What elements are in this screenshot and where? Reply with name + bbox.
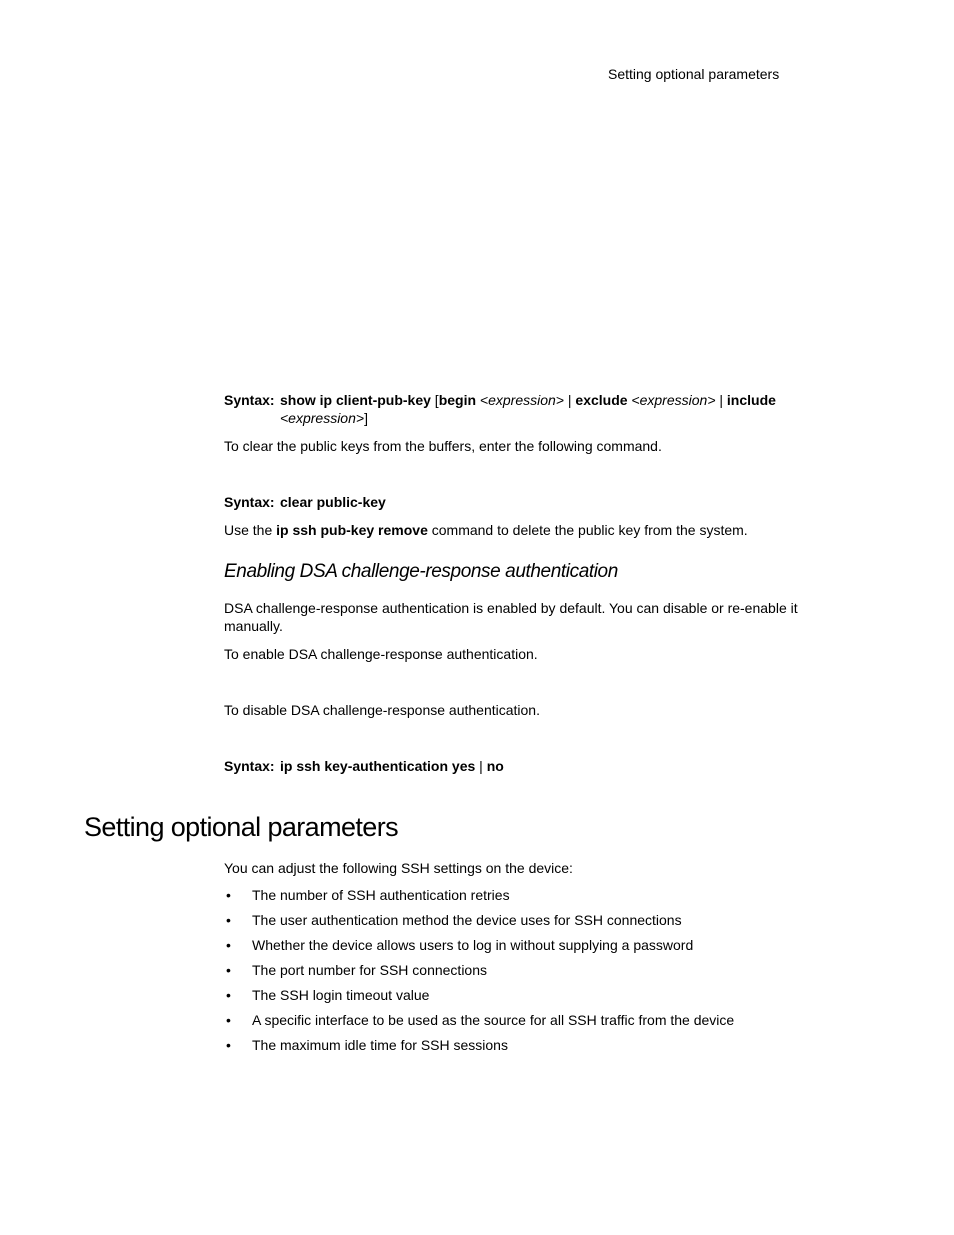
list-item-text: The maximum idle time for SSH sessions [252,1037,508,1053]
syntax-show-client-pub-key [224,391,814,427]
command-ip-ssh-key-authentication: ip ssh key-authentication yes [280,758,476,774]
syntax-label: Syntax: [224,758,275,774]
pipe-separator: | [475,758,487,774]
text-fragment: Use the [224,522,277,538]
command-ip-ssh-pub-key-remove: ip ssh pub-key remove [276,522,428,538]
syntax-key-authentication [224,757,814,775]
paragraph-pub-key-remove [224,521,834,539]
keyword-begin: begin [438,392,477,408]
syntax-label: Syntax: [224,494,275,510]
list-item [224,961,824,986]
subsection-heading: Enabling DSA challenge-response authentication [224,561,618,582]
keyword-exclude: exclude [575,392,628,408]
argument-expression: <expression> [627,392,720,408]
keyword-no: no [486,758,504,774]
syntax-label: Syntax: [224,392,275,408]
paragraph-enable-dsa: To enable DSA challenge-response authentication. [224,646,538,662]
text-fragment: command to delete the public key from the system. [427,522,748,538]
list-item [224,911,824,936]
list-item-text: The port number for SSH connections [252,962,488,978]
close-bracket: ] [364,410,368,426]
bullet-icon: • [226,937,231,953]
paragraph-adjust-settings: You can adjust the following SSH settings on the device: [224,860,573,876]
bullet-icon: • [226,962,231,978]
list-item-text: The user authentication method the device uses for SSH connections [252,912,682,928]
paragraph-clear-keys: To clear the public keys from the buffers, enter the following command. [224,438,662,454]
pipe-separator: | [567,392,576,408]
settings-list [224,886,824,1061]
running-header: Setting optional parameters [608,66,780,82]
open-bracket: [ [430,392,439,408]
list-item-text: The number of SSH authentication retries [252,887,510,903]
syntax-clear-public-key [224,493,814,511]
pipe-separator: | [719,392,727,408]
list-item [224,936,824,961]
list-item [224,1011,824,1036]
list-item-text: Whether the device allows users to log in without supplying a password [252,937,694,953]
keyword-include: include [726,392,776,408]
paragraph-dsa-default: DSA challenge-response authentication is enabled by default. You can disable or re-enable it manually. [224,600,798,634]
bullet-icon: • [226,1037,231,1053]
command-show-ip-client-pub-key: show ip client-pub-key [280,392,431,408]
argument-expression: <expression> [476,392,568,408]
list-item [224,986,824,1011]
bullet-icon: • [226,887,231,903]
list-item-text: The SSH login timeout value [252,987,430,1003]
section-heading: Setting optional parameters [84,812,398,842]
paragraph-disable-dsa: To disable DSA challenge-response authentication. [224,702,540,718]
argument-expression: <expression> [280,410,365,426]
bullet-icon: • [226,987,231,1003]
list-item [224,886,824,911]
command-clear-public-key: clear public-key [280,494,386,510]
list-item [224,1036,824,1061]
bullet-icon: • [226,912,231,928]
list-item-text: A specific interface to be used as the source for all SSH traffic from the device [252,1012,735,1028]
bullet-icon: • [226,1012,231,1028]
